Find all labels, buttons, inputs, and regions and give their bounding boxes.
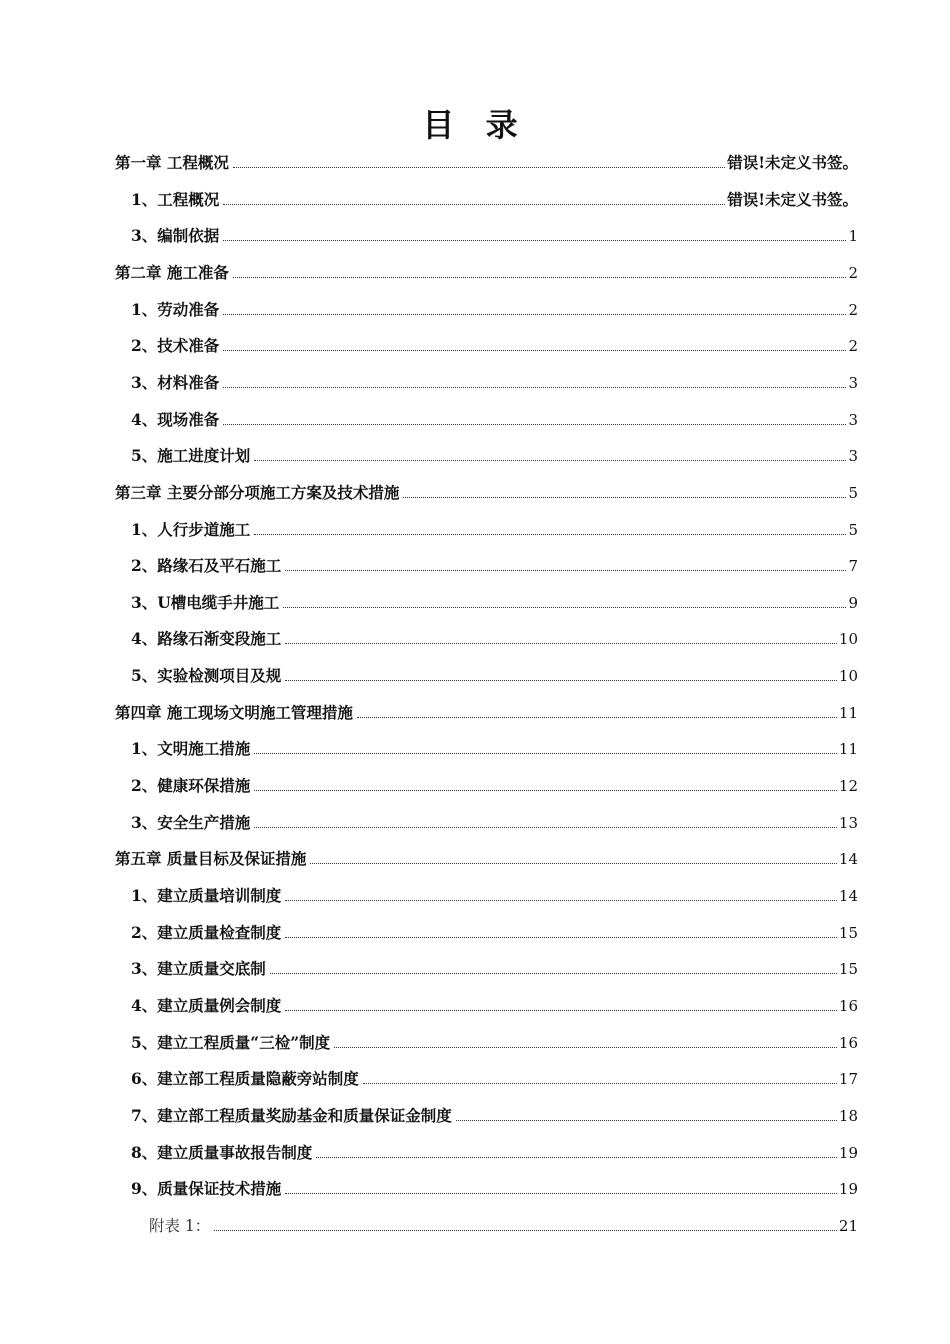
- page-title: 目 录: [422, 106, 528, 144]
- toc-entry-label: 第四章 施工现场文明施工管理措施: [115, 702, 353, 722]
- toc-page-number: 2: [848, 300, 858, 319]
- toc-page-number: 15: [838, 923, 858, 942]
- toc-entry-label: 5、建立工程质量“三检”制度: [131, 1032, 331, 1052]
- toc-entry[interactable]: [131, 218, 858, 246]
- toc-entry-label: 第二章 施工准备: [115, 262, 229, 282]
- toc-page-number: 11: [838, 740, 858, 759]
- toc-dot-leader: [334, 1046, 837, 1048]
- toc-page-number: 18: [838, 1106, 858, 1125]
- toc-entry-label: 3、建立质量交底制: [131, 959, 266, 979]
- toc-page-number: 2: [848, 263, 858, 282]
- toc-dot-leader: [254, 459, 846, 461]
- toc-entry-label: 3、编制依据: [131, 226, 220, 246]
- toc-entry[interactable]: [131, 1061, 858, 1089]
- toc-page-number: 15: [838, 960, 858, 979]
- toc-page-number: 5: [848, 483, 858, 502]
- toc-entry-label: 1、文明施工措施: [131, 739, 251, 759]
- toc-entry-label: 第三章 主要分部分项施工方案及技术措施: [115, 482, 400, 502]
- toc-page-number: 19: [838, 1180, 858, 1199]
- toc-dot-leader: [357, 716, 837, 718]
- toc-dot-leader: [363, 1082, 837, 1084]
- toc-page-number: 5: [848, 520, 858, 539]
- toc-entry-label: 2、路缘石及平石施工: [131, 556, 282, 576]
- toc-entry[interactable]: [131, 768, 858, 796]
- toc-page-number: 11: [838, 703, 858, 722]
- toc-page-number: 16: [838, 1033, 858, 1052]
- toc-entry-label: 附表 1：: [149, 1216, 211, 1235]
- toc-entry[interactable]: [131, 365, 858, 393]
- toc-page-number: 3: [848, 410, 858, 429]
- toc-entry[interactable]: [131, 1135, 858, 1163]
- toc-entry[interactable]: [131, 731, 858, 759]
- toc-entry[interactable]: [131, 182, 858, 210]
- toc-entry-label: 1、劳动准备: [131, 299, 220, 319]
- toc-entry[interactable]: [131, 915, 858, 943]
- toc-dot-leader: [456, 1119, 837, 1121]
- toc-entry-label: 1、建立质量培训制度: [131, 886, 282, 905]
- toc-dot-leader: [285, 1009, 837, 1011]
- toc-dot-leader: [223, 313, 846, 315]
- toc-page-number: 17: [838, 1070, 858, 1089]
- toc-dot-leader: [233, 166, 725, 168]
- toc-page-number: 错误!未定义书签。: [727, 189, 858, 209]
- toc-entry-label: 4、现场准备: [131, 409, 220, 429]
- toc-entry[interactable]: [131, 621, 858, 649]
- toc-page-number: 1: [848, 227, 858, 246]
- toc-entry[interactable]: [131, 805, 858, 833]
- toc-page-number: 3: [848, 373, 858, 392]
- toc-entry-label: 2、建立质量检查制度: [131, 922, 282, 942]
- toc-dot-leader: [316, 1156, 837, 1158]
- toc-page-number: 14: [838, 887, 858, 905]
- toc-entry[interactable]: [131, 878, 858, 906]
- toc-dot-leader: [254, 533, 846, 535]
- toc-dot-leader: [254, 752, 837, 754]
- toc-entry-label: 第一章 工程概况: [115, 153, 229, 172]
- toc-entry-label: 第五章 质量目标及保证措施: [115, 849, 307, 869]
- toc-dot-leader: [214, 1229, 837, 1231]
- toc-entry-label: 4、路缘石渐变段施工: [131, 629, 282, 649]
- toc-entry[interactable]: [131, 438, 858, 466]
- toc-entry[interactable]: [131, 1098, 858, 1126]
- toc-page-number: 3: [848, 447, 858, 466]
- toc-page-number: 12: [838, 777, 858, 796]
- toc-page-number: 21: [838, 1216, 858, 1235]
- toc-page-number: 2: [848, 337, 858, 356]
- toc-entry-label: 6、建立部工程质量隐蔽旁站制度: [131, 1069, 359, 1089]
- toc-page-number: 14: [838, 850, 858, 869]
- toc-dot-leader: [223, 386, 846, 388]
- toc-dot-leader: [285, 679, 837, 681]
- toc-entry-label: 5、实验检测项目及规: [131, 666, 282, 686]
- toc-page-number: 7: [848, 557, 858, 576]
- toc-page-number: 9: [848, 593, 858, 612]
- toc-entry-label: 3、U槽电缆手井施工: [131, 592, 280, 612]
- toc-dot-leader: [254, 789, 837, 791]
- toc-entry-label: 8、建立质量事故报告制度: [131, 1142, 313, 1162]
- toc-dot-leader: [285, 936, 837, 938]
- toc-entry-label: 2、技术准备: [131, 336, 220, 356]
- toc-entry-label: 2、健康环保措施: [131, 776, 251, 796]
- toc-entry[interactable]: [115, 255, 858, 283]
- toc-entry-label: 1、人行步道施工: [131, 519, 251, 539]
- toc-entry-label: 5、施工进度计划: [131, 446, 251, 466]
- toc-entry[interactable]: [131, 988, 858, 1016]
- toc-entry-label: 9、质量保证技术措施: [131, 1179, 282, 1199]
- toc-entry[interactable]: [131, 328, 858, 356]
- toc-entry[interactable]: [131, 1171, 858, 1199]
- toc-entry[interactable]: [115, 841, 858, 869]
- toc-entry[interactable]: [131, 658, 858, 686]
- toc-entry[interactable]: [131, 951, 858, 979]
- toc-dot-leader: [270, 972, 837, 974]
- toc-page-number: 13: [838, 813, 858, 832]
- toc-dot-leader: [403, 496, 846, 498]
- toc-entry[interactable]: [115, 695, 858, 723]
- toc-dot-leader: [223, 423, 846, 425]
- toc-dot-leader: [285, 569, 846, 571]
- toc-entry[interactable]: [131, 1025, 858, 1053]
- toc-entry[interactable]: [149, 1208, 858, 1236]
- toc-entry-label: 1、工程概况: [131, 189, 220, 209]
- toc-dot-leader: [254, 826, 837, 828]
- toc-dot-leader: [285, 642, 837, 644]
- toc-entry[interactable]: [131, 512, 858, 540]
- toc-dot-leader: [285, 1192, 837, 1194]
- toc-page-number: 10: [838, 630, 858, 649]
- toc-page-number: 19: [838, 1143, 858, 1162]
- toc-page-number: 错误!未定义书签。: [727, 153, 858, 172]
- toc-entry[interactable]: [115, 475, 858, 503]
- toc-dot-leader: [233, 276, 847, 278]
- toc-entry[interactable]: [131, 402, 858, 430]
- toc-dot-leader: [223, 349, 846, 351]
- toc-dot-leader: [285, 899, 837, 901]
- toc-entry[interactable]: [131, 548, 858, 576]
- toc-dot-leader: [223, 239, 846, 241]
- toc-entry-label: 3、材料准备: [131, 372, 220, 392]
- toc-entry-label: 7、建立部工程质量奖励基金和质量保证金制度: [131, 1105, 452, 1125]
- toc-dot-leader: [283, 606, 846, 608]
- toc-entry[interactable]: [131, 292, 858, 320]
- toc-dot-leader: [310, 862, 837, 864]
- toc-entry-label: 3、安全生产措施: [131, 812, 251, 832]
- toc-entry[interactable]: [115, 145, 858, 173]
- toc-entry-label: 4、建立质量例会制度: [131, 995, 282, 1015]
- toc-page-number: 16: [838, 996, 858, 1015]
- toc-page-number: 10: [838, 667, 858, 686]
- toc-dot-leader: [223, 203, 725, 205]
- toc-entry[interactable]: [131, 585, 858, 613]
